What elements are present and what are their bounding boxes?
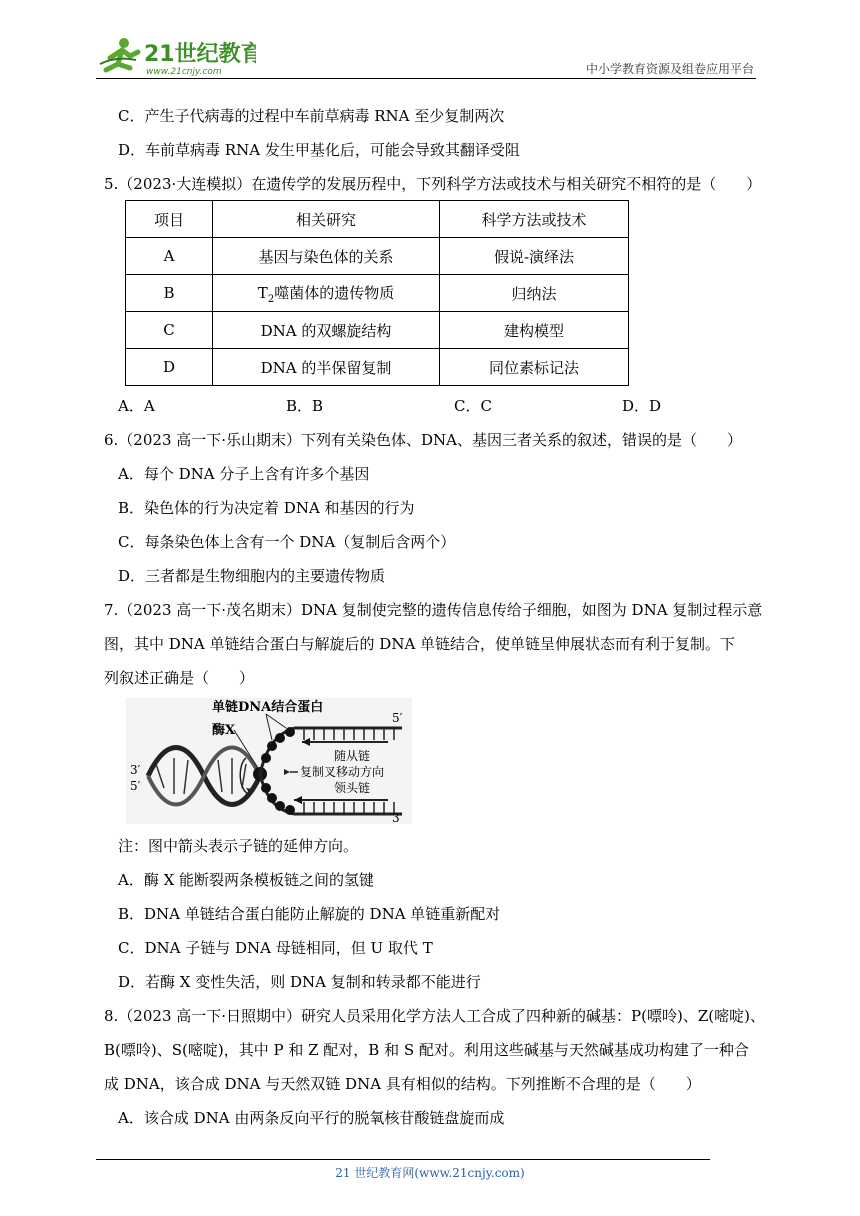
- table-cell: 假说-演绎法: [440, 238, 629, 275]
- label-ssb: 单链DNA结合蛋白: [212, 700, 324, 715]
- logo-text: 21世纪教育: [144, 42, 256, 67]
- table-cell: A: [126, 238, 213, 275]
- table-header-cell: 相关研究: [213, 201, 440, 238]
- q8-option-a: A．该合成 DNA 由两条反向平行的脱氧核苷酸链盘旋而成: [118, 1109, 505, 1127]
- q6-stem: 6.（2023 高一下·乐山期末）下列有关染色体、DNA、基因三者关系的叙述，错误的是（ ）: [104, 431, 743, 449]
- label-5-prime-left: 5′: [130, 779, 141, 793]
- q6-option-a: A．每个 DNA 分子上含有许多个基因: [118, 465, 370, 483]
- q5-option-c: C．C: [454, 397, 492, 415]
- table-cell: 同位素标记法: [440, 349, 629, 386]
- q7-option-a: A．酶 X 能断裂两条模板链之间的氢键: [118, 871, 375, 889]
- q7-option-b: B．DNA 单链结合蛋白能防止解旋的 DNA 单链重新配对: [118, 905, 501, 923]
- table-cell: B: [126, 275, 213, 312]
- q6-option-d: D．三者都是生物细胞内的主要遗传物质: [118, 567, 386, 585]
- q5-option-d: D．D: [622, 397, 662, 415]
- q5-stem: 5.（2023·大连模拟）在遗传学的发展历程中，下列科学方法或技术与相关研究不相符的是（ ）: [104, 175, 762, 193]
- label-lagging-strand: 随从链: [334, 749, 371, 763]
- q8-stem-line-1: 8.（2023 高一下·日照期中）研究人员采用化学方法人工合成了四种新的碱基：P(嘌呤)、Z(嘧啶)、: [104, 1007, 765, 1025]
- label-3-prime-right: 3′: [392, 811, 403, 824]
- q7-stem-line-1: 7.（2023 高一下·茂名期末）DNA 复制使完整的遗传信息传给子细胞，如图为 DNA 复制过程示意: [104, 601, 763, 619]
- q6-option-c: C．每条染色体上含有一个 DNA（复制后含两个）: [118, 533, 456, 551]
- label-fork-direction: 复制叉移动方向: [300, 765, 385, 779]
- table-header-cell: 科学方法或技术: [440, 201, 629, 238]
- label-3-prime-left: 3′: [130, 763, 141, 777]
- header-platform-text: 中小学教育资源及组卷应用平台: [585, 62, 754, 76]
- footer-link[interactable]: 21 世纪教育网(www.21cnjy.com): [335, 1166, 525, 1180]
- site-logo: [96, 34, 256, 78]
- q7-figure-note: 注：图中箭头表示子链的延伸方向。: [118, 837, 359, 855]
- table-cell: DNA 的半保留复制: [213, 349, 440, 386]
- table-cell: [213, 275, 440, 312]
- t2-suffix: 噬菌体的遗传物质: [274, 283, 395, 302]
- table-cell: DNA 的双螺旋结构: [213, 312, 440, 349]
- q8-stem-line-2: B(嘌呤)、S(嘧啶)，其中 P 和 Z 配对，B 和 S 配对。利用这些碱基与天然碱基成功构建了一种合: [104, 1041, 749, 1059]
- table-row: [126, 349, 629, 386]
- q7-option-d: D．若酶 X 变性失活，则 DNA 复制和转录都不能进行: [118, 973, 481, 991]
- t2-prefix: T: [257, 283, 268, 302]
- q5-table: [125, 200, 629, 386]
- label-enzyme-x: 酶X: [212, 723, 236, 738]
- t2-subscript: 2: [267, 293, 275, 305]
- q5-option-a: A．A: [118, 397, 155, 415]
- label-5-prime-right: 5′: [392, 711, 403, 725]
- ssb-protein-icon: [261, 727, 295, 763]
- lower-strand: [260, 774, 402, 815]
- table-cell: 建构模型: [440, 312, 629, 349]
- footer-divider: [96, 1159, 710, 1160]
- q5-option-b: B．B: [286, 397, 324, 415]
- table-row: [126, 238, 629, 275]
- q7-stem-line-2: 图，其中 DNA 单链结合蛋白与解旋后的 DNA 单链结合，使单链呈伸展状态而有利于复制。下: [104, 635, 736, 653]
- table-cell: 归纳法: [440, 275, 629, 312]
- q4-option-d: D．车前草病毒 RNA 发生甲基化后，可能会导致其翻译受阻: [118, 141, 520, 159]
- q7-stem-line-3: 列叙述正确是（ ）: [104, 669, 255, 687]
- table-cell: D: [126, 349, 213, 386]
- q6-option-b: B．染色体的行为决定着 DNA 和基因的行为: [118, 499, 415, 517]
- logo-url: www.21cnjy.com: [146, 67, 222, 77]
- table-row: [126, 275, 629, 312]
- q4-option-c: C．产生子代病毒的过程中车前草病毒 RNA 至少复制两次: [118, 107, 505, 125]
- header-divider: [96, 78, 756, 79]
- table-cell: 基因与染色体的关系: [213, 238, 440, 275]
- arrow-left-icon: [294, 796, 302, 804]
- runner-icon: [100, 38, 138, 70]
- table-header-cell: 项目: [126, 201, 213, 238]
- arrow-left-icon: [302, 738, 310, 746]
- table-row: [126, 312, 629, 349]
- table-cell: C: [126, 312, 213, 349]
- fork-direction-arrow-icon: [284, 769, 290, 775]
- double-helix-icon: [148, 748, 260, 805]
- dna-replication-figure: [126, 698, 412, 824]
- label-leading-strand: 领头链: [334, 781, 371, 795]
- table-header-row: [126, 201, 629, 238]
- q8-stem-line-3: 成 DNA，该合成 DNA 与天然双链 DNA 具有相似的结构。下列推断不合理的是（ ）: [104, 1075, 701, 1093]
- q7-option-c: C．DNA 子链与 DNA 母链相同，但 U 取代 T: [118, 939, 433, 957]
